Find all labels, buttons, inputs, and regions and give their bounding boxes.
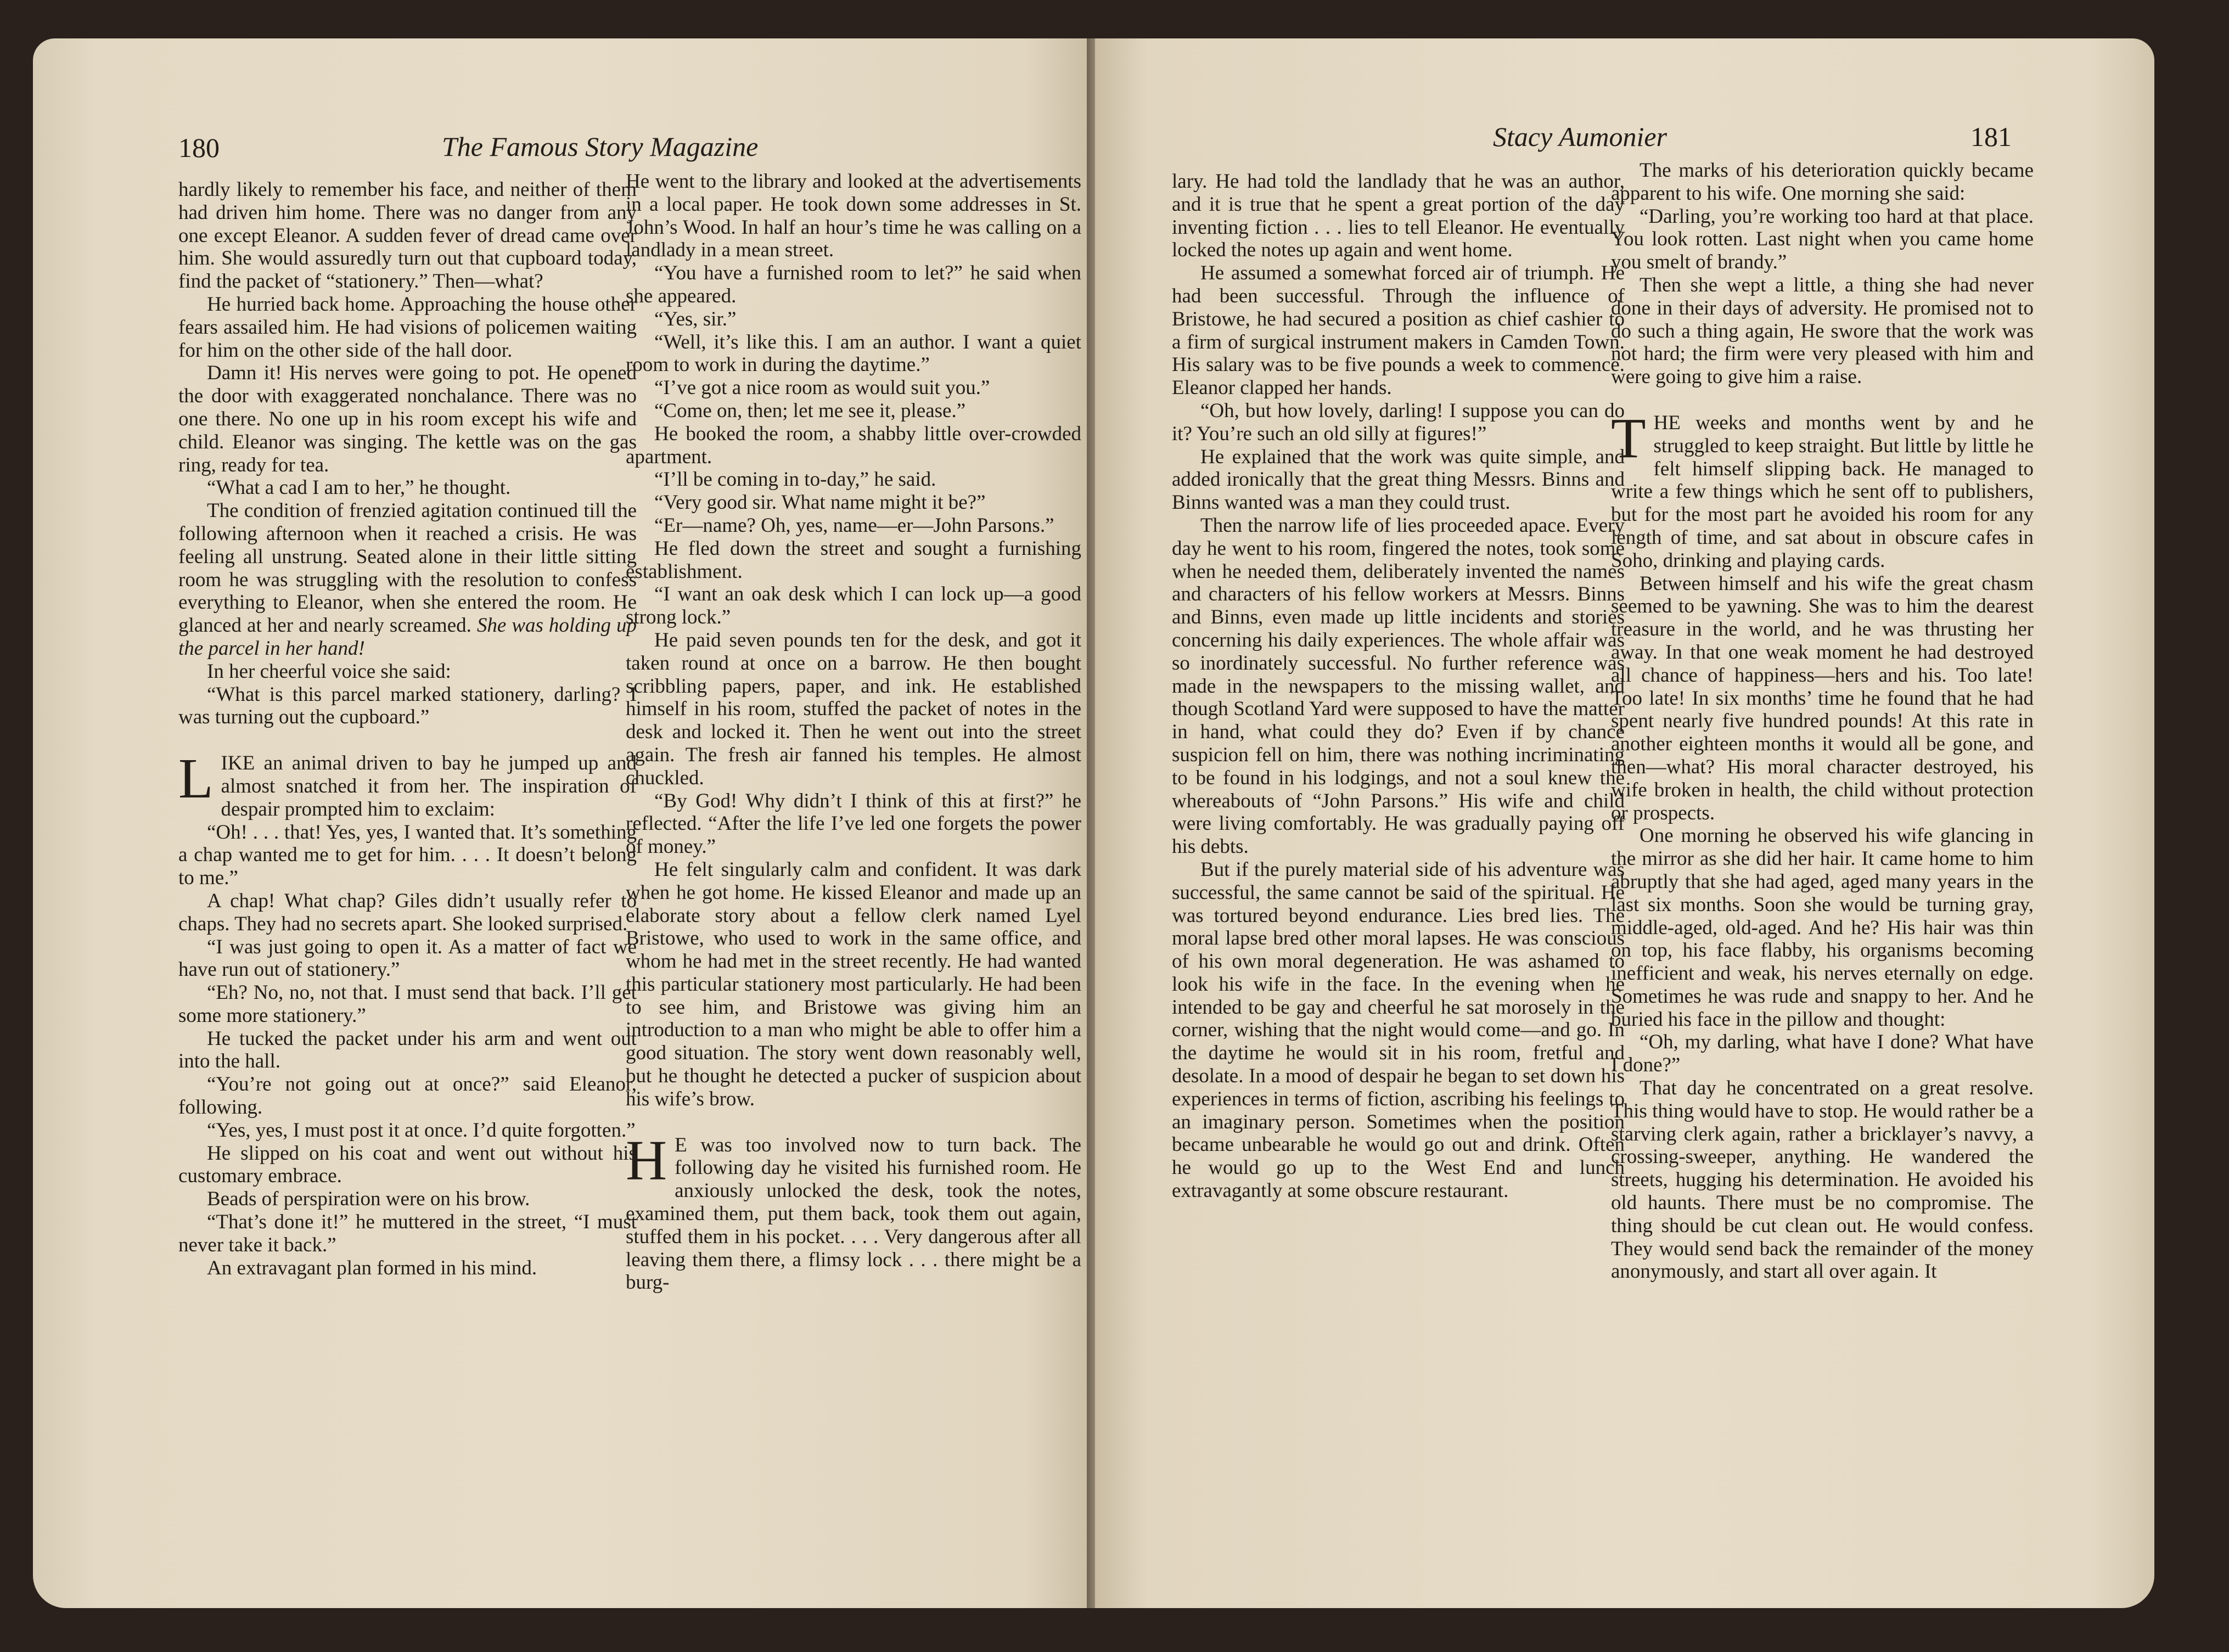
paragraph	[1172, 514, 1625, 858]
paragraph-text: “Very good sir. What name might it be?”	[654, 491, 986, 514]
paragraph-text: lary. He had told the landlady that he was an author, and it is true that he spent a great portion of the day inventing fiction . . . lies to tell Eleanor. He eventually locked the notes up again and went home.	[1172, 170, 1625, 262]
paragraph	[626, 377, 1081, 400]
paragraph	[178, 936, 637, 982]
paragraph	[1172, 400, 1625, 446]
paragraph-text: “Oh, but how lovely, darling! I suppose you can do it? You’re such an old silly at figures!”	[1172, 399, 1625, 445]
paragraph-text: “Er—name? Oh, yes, name—er—John Parsons.”	[654, 514, 1054, 537]
paragraph	[626, 858, 1081, 1111]
left-page	[33, 38, 1087, 1608]
paragraph-text: “Yes, yes, I must post it at once. I’d quite forgotten.”	[207, 1119, 636, 1142]
paragraph	[626, 790, 1081, 858]
paragraph	[178, 1027, 637, 1074]
paragraph-text: He fled down the street and sought a furnishing establishment.	[626, 537, 1081, 583]
text-column-right-2	[1611, 159, 2034, 1283]
drop-cap: L	[178, 747, 214, 811]
section-opening-paragraph	[178, 747, 637, 821]
paragraph	[626, 514, 1081, 537]
paragraph	[1611, 572, 2034, 825]
paragraph	[178, 476, 637, 499]
page-number: 181	[1970, 121, 2012, 152]
paragraph-text: He assumed a somewhat forced air of triumph. He had been successful. Through the influence of Bristowe, he had secured a position as chief cashier to a firm of surgical instrument makers in Camden Town. His salary was to be five pounds a week to commence. Eleanor clapped her hands.	[1172, 262, 1625, 400]
paragraph-text: “That’s done it!” he muttered in the street, “I must never take it back.”	[178, 1211, 637, 1256]
paragraph	[1611, 1031, 2034, 1077]
paragraph	[178, 981, 637, 1027]
paragraph-text: “What is this parcel marked stationery, darling? I was turning out the cupboard.”	[178, 683, 637, 729]
paragraph	[178, 683, 637, 729]
paragraph	[178, 821, 637, 890]
paragraph	[626, 537, 1081, 583]
paragraph	[178, 1257, 637, 1280]
paragraph-text: In her cheerful voice she said:	[207, 660, 451, 683]
paragraph-text: “Oh, my darling, what have I done? What have I done?”	[1611, 1031, 2034, 1077]
paragraph-text: E was too involved now to turn back. The following day he visited his furnished room. He anxiously unlocked the desk, took the notes, examined them, put them back, took them out again, stuffed them in his pocket. . . . Very dangerous after all leaving them there, a flimsy lock . . . there might be a burg-	[626, 1133, 1081, 1294]
paragraph	[178, 1119, 637, 1142]
paragraph-text: “You have a furnished room to let?” he said when she appeared.	[626, 262, 1081, 307]
paragraph-text: He slipped on his coat and went out without his customary embrace.	[178, 1142, 637, 1188]
paragraph	[1172, 446, 1625, 514]
paragraph	[1611, 824, 2034, 1031]
paragraph-text: Then the narrow life of lies proceeded apace. Every day he went to his room, fingered the notes, took some when he needed them, deliberately invented the names and characters of his fellow workers at Messrs. Binns and Binns, even made up little incidents and stories concerning his daily experiences. The whole affair was so inordinately successful. No further reference was made in the newspapers to the missing wallet, and though Scotland Yard were supposed to have the matter in hand, what could they do? Even if by chance suspicion fell on him, there was nothing incriminating to be found in his lodgings, and not a soul knew the whereabouts of “John Parsons.” His wife and child were living comfortably. He was gradually paying off his debts.	[1172, 514, 1625, 858]
paragraph	[626, 308, 1081, 331]
paragraph	[178, 1073, 637, 1119]
paragraph	[1611, 159, 2034, 205]
paragraph	[178, 890, 637, 936]
paragraph	[178, 1142, 637, 1188]
paragraph-text: Beads of perspiration were on his brow.	[207, 1188, 530, 1211]
paragraph-text: The marks of his deterioration quickly became apparent to his wife. One morning she said:	[1611, 159, 2034, 205]
paragraph	[626, 583, 1081, 629]
paragraph-text: “Darling, you’re working too hard at that place. You look rotten. Last night when you came home you smelt of brandy.”	[1611, 205, 2034, 274]
paragraph-text: Then she wept a little, a thing she had never done in their days of adversity. He promised not to do such a thing again, He swore that the work was not hard; the firm were very pleased with him and were going to give him a raise.	[1611, 273, 2034, 389]
paragraph-text: “Yes, sir.”	[654, 307, 737, 330]
paragraph-text: “Well, it’s like this. I am an author. I want a quiet room to work in during the daytime.”	[626, 330, 1081, 377]
paragraph-text: “Eh? No, no, not that. I must send that back. I’ll get some more stationery.”	[178, 981, 637, 1027]
paragraph-text: hardly likely to remember his face, and neither of them had driven him home. There was no danger from any one except Eleanor. A sudden fever of dread came over him. She would assuredly turn out that cupboard today, find the packet of “stationery.” Then—what?	[178, 178, 637, 293]
paragraph-text: “I’ll be coming in to-day,” he said.	[654, 468, 936, 491]
paragraph-text: He paid seven pounds ten for the desk, and got it taken round at once on a barrow. He then bought scribbling papers, paper, and ink. He established himself in his room, stuffed the packet of notes in the desk and locked it. Then he went out into the street again. The fresh air fanned his temples. He almost chuckled.	[626, 628, 1081, 789]
right-page	[1095, 38, 2154, 1608]
paragraph	[1611, 205, 2034, 274]
running-head: Stacy Aumonier	[1493, 121, 1667, 152]
paragraph	[178, 1188, 637, 1211]
paragraph	[626, 400, 1081, 423]
paragraph-text: “Come on, then; let me see it, please.”	[654, 399, 966, 422]
paragraph-text: An extravagant plan formed in his mind.	[207, 1256, 537, 1279]
section-opening-paragraph	[1611, 406, 2034, 572]
paragraph	[626, 331, 1081, 377]
italic-emphasis: She was holding up the parcel in her hand!	[178, 614, 637, 660]
paragraph-text: But if the purely material side of his adventure was successful, the same cannot be said of the spiritual. He was tortured beyond endurance. Lies bred lies. The moral lapse bred other moral lapses. He was conscious of his own moral degeneration. He was ashamed to look his wife in the face. In the evening when he intended to be gay and cheerful he sat morosely in the corner, wishing that the night would come—and go. In the daytime he would sit in his room, fretful and desolate. In a mood of despair he began to set down his experiences in terms of fiction, ascribing his feelings to an imaginary person. Sometimes when the position became unbearable he would go out and drink. Often he would go up to the West End and lunch extravagantly at some obscure restaurant.	[1172, 858, 1625, 1203]
paragraph-text: He booked the room, a shabby little over-crowded apartment.	[626, 422, 1081, 468]
paragraph-text: That day he concentrated on a great resolve. This thing would have to stop. He would rather be a starving clerk again, rather a bricklayer’s navvy, a crossing-sweeper, anything. He wandered the streets, hugging his determination. He avoided his old haunts. There must be no compromise. The thing should be cut clean out. He would confess. They would send back the remainder of the money anonymously, and start all over again. It	[1611, 1077, 2034, 1283]
left-page-header	[33, 110, 1087, 170]
paragraph	[178, 293, 637, 362]
paragraph	[1611, 1077, 2034, 1283]
drop-cap: H	[626, 1128, 667, 1192]
paragraph	[626, 629, 1081, 790]
paragraph-text: He hurried back home. Approaching the house other fears assailed him. He had visions of policemen waiting for him on the other side of the hall door.	[178, 293, 637, 362]
paragraph-text: Damn it! His nerves were going to pot. He opened the door with exaggerated nonchalance. There was no one there. No one up in his room except his wife and child. Eleanor was singing. The kettle was on the gas ring, ready for tea.	[178, 362, 637, 476]
paragraph	[178, 1211, 637, 1257]
paragraph	[178, 178, 637, 293]
page-number: 180	[178, 132, 220, 163]
paragraph	[1172, 858, 1625, 1203]
paragraph-text: He explained that the work was quite simple, and added ironically that the great thing Messrs. Binns and Binns wanted was a man they could trust.	[1172, 445, 1625, 514]
paragraph	[178, 499, 637, 660]
paragraph	[626, 491, 1081, 514]
paragraph-text: IKE an animal driven to bay he jumped up and almost snatched it from her. The inspiration of despair prompted him to exclaim:	[221, 752, 637, 821]
paragraph-text: He tucked the packet under his arm and went out into the hall.	[178, 1027, 637, 1073]
paragraph-text: “I’ve got a nice room as would suit you.”	[654, 377, 990, 400]
paragraph-text: HE weeks and months went by and he struggled to keep straight. But little by little he felt himself slipping back. He managed to write a few things which he sent off to publishers, but for the most part he avoided his room for any length of time, and sat about in obscure cafes in Soho, drinking and playing cards.	[1611, 411, 2034, 572]
paragraph-text: He felt singularly calm and confident. It was dark when he got home. He kissed Eleanor and made up an elaborate story about a fellow clerk named Lyel Bristowe, who used to work in the same office, and whom he had met in the street recently. He had wanted this particular stationery most particularly. He had been to see him, and Bristowe was giving him an introduction to a man who might be able to offer him a good situation. The story went down reasonably well, but he thought he detected a pucker of suspicion about his wife’s brow.	[626, 858, 1081, 1110]
paragraph	[626, 423, 1081, 469]
paragraph	[178, 362, 637, 476]
paragraph-text: “I was just going to open it. As a matter of fact we have run out of stationery.”	[178, 935, 637, 981]
paragraph-text: The condition of frenzied agitation continued till the following afternoon when it reached a crisis. He was feeling all unstrung. Seated alone in their little sitting room he was struggling with the resolution to confess everything to Eleanor, when she entered the room. He glanced at her and nearly screamed.	[178, 499, 637, 637]
paragraph-text: Between himself and his wife the great chasm seemed to be yawning. She was to him the dearest treasure in the world, and he was thrusting her away. In that one weak moment he had destroyed all chance of happiness—hers and his. Too late! Too late! In six months’ time he found that he had spent nearly five hundred pounds! At this rate in another eighteen months it would all be gone, and then—what? His moral character destroyed, his wife broken in health, the child without protection or prospects.	[1611, 572, 2034, 824]
drop-cap: T	[1611, 406, 1646, 470]
running-head: The Famous Story Magazine	[442, 131, 759, 162]
paragraph	[1172, 262, 1625, 400]
paragraph-text: One morning he observed his wife glancing in the mirror as she did her hair. It came home to him abruptly that she had aged, aged many years in the last six months. Soon she would be turning gray, middle-aged, old-aged. And he? His hair was thin on top, his face flabby, his organisms becoming inefficient and weak, his nerves eternally on edge. Sometimes he was rude and snappy to her. And he buried his face in the pillow and thought:	[1611, 824, 2034, 1031]
paragraph-text: He went to the library and looked at the advertisements in a local paper. He took down some addresses in St. John’s Wood. In half an hour’s time he was calling on a landlady in a mean street.	[626, 170, 1081, 262]
paragraph	[626, 262, 1081, 308]
paragraph-text: “What a cad I am to her,” he thought.	[207, 476, 511, 499]
paragraph-text: “By God! Why didn’t I think of this at first?” he reflected. “After the life I’ve led one forgets the power of money.”	[626, 789, 1081, 858]
paragraph-text: “Oh! . . . that! Yes, yes, I wanted that. It’s something a chap wanted me to get for him. . . . It doesn’t belong to me.”	[178, 821, 637, 890]
text-column-left-1	[178, 178, 637, 1279]
text-column-left-2	[626, 170, 1081, 1294]
paragraph	[626, 468, 1081, 491]
section-opening-paragraph	[626, 1128, 1081, 1295]
paragraph-text: A chap! What chap? Giles didn’t usually refer to chaps. They had no secrets apart. She looked surprised.	[178, 889, 637, 935]
paragraph	[1172, 170, 1625, 262]
paragraph	[178, 660, 637, 683]
paragraph	[626, 170, 1081, 262]
text-column-right-1	[1172, 170, 1625, 1203]
paragraph-text: “I want an oak desk which I can lock up—a good strong lock.”	[626, 583, 1081, 629]
paragraph-text: “You’re not going out at once?” said Eleanor, following.	[178, 1073, 637, 1119]
paragraph	[1611, 274, 2034, 389]
